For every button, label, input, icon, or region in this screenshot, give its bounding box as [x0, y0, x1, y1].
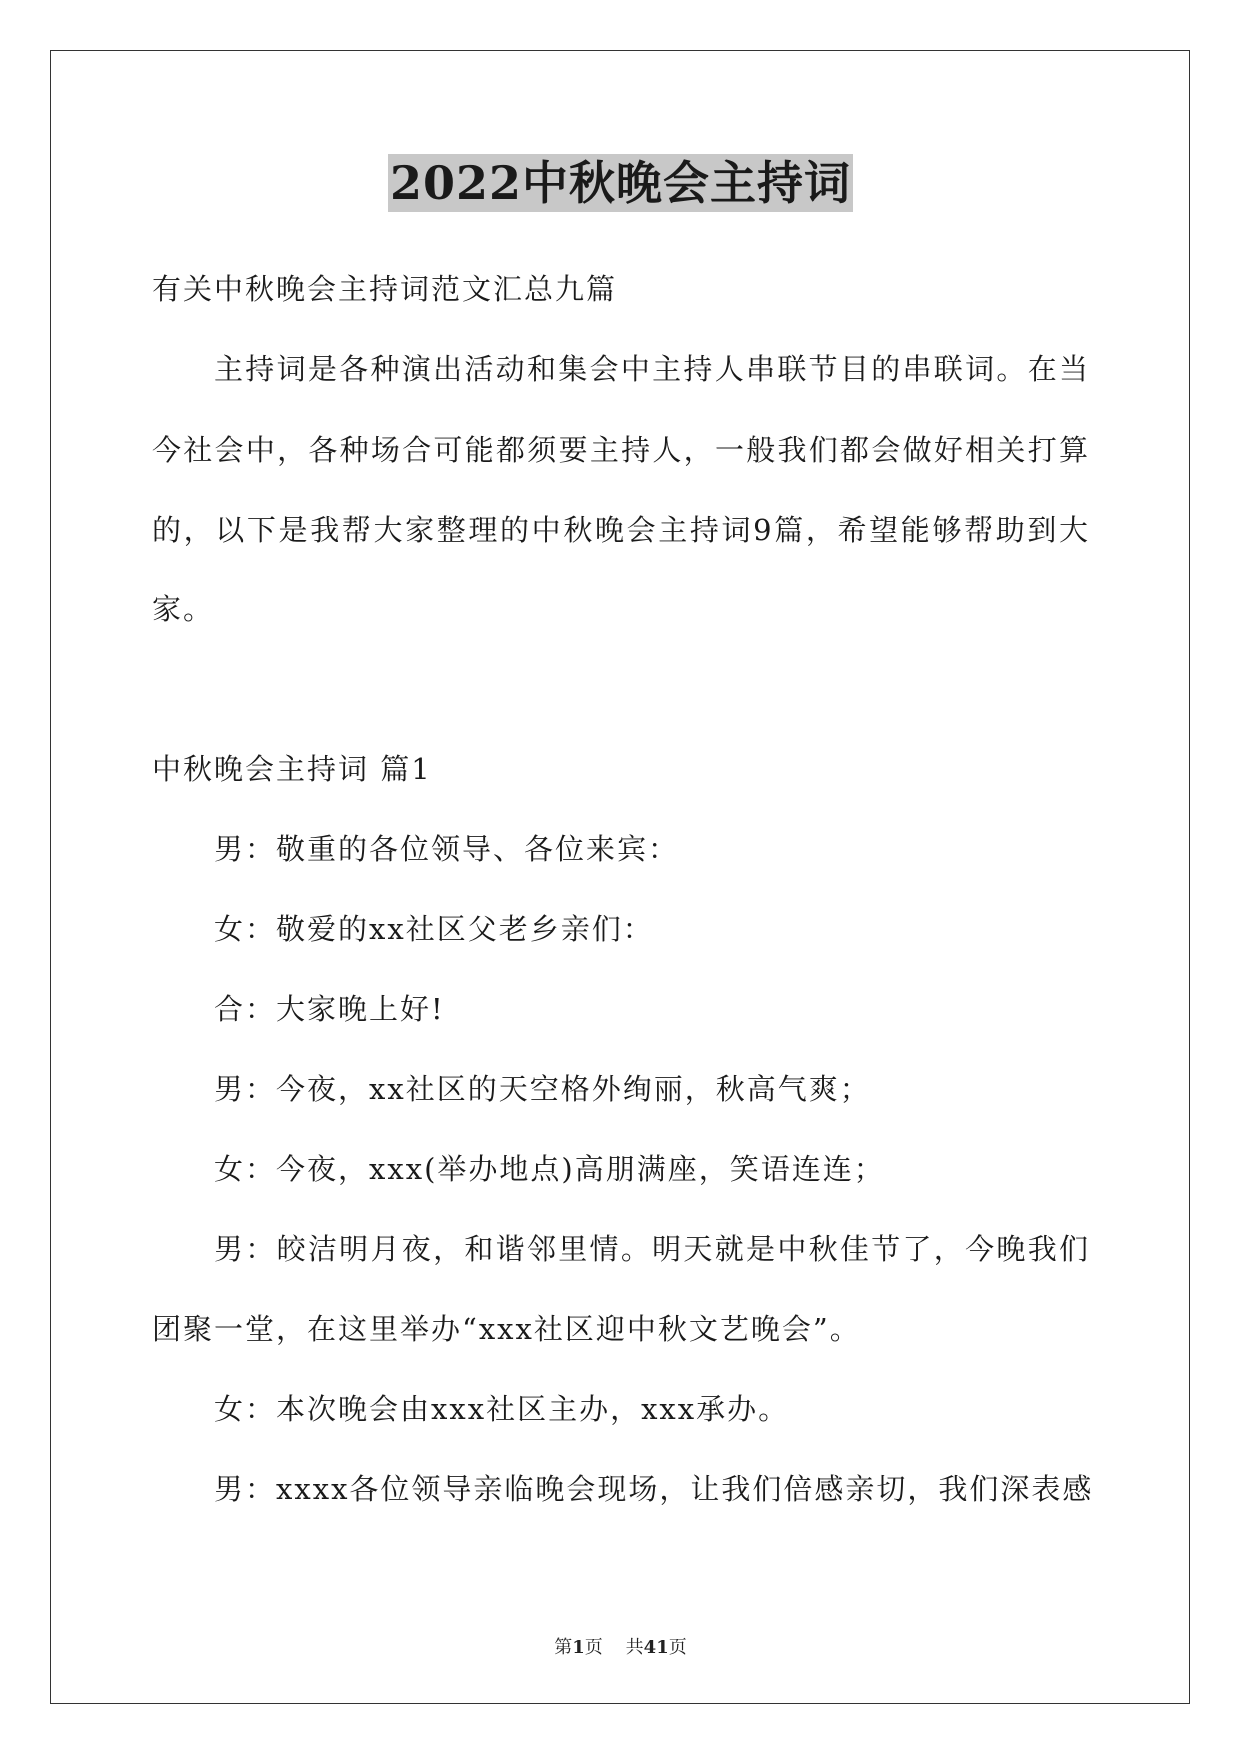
document-title: 2022中秋晚会主持词: [389, 156, 852, 210]
intro-line-1: 主持词是各种演出活动和集会中主持人串联节目的串联词。在当: [214, 352, 1090, 386]
body-line-6: 男：皎洁明月夜，和谐邻里情。明天就是中秋佳节了，今晚我们: [214, 1232, 1090, 1266]
page-footer: [0, 1633, 1241, 1659]
footer-prefix: 第: [554, 1637, 573, 1658]
body-line-5: 女：今夜，xxx(举办地点)高朋满座，笑语连连；: [214, 1152, 885, 1186]
section-heading: 中秋晚会主持词 篇1: [152, 752, 432, 786]
footer-page-suffix: 页: [584, 1637, 603, 1658]
body-line-9: 男：xxxx各位领导亲临晚会现场，让我们倍感亲切，我们深表感: [214, 1472, 1094, 1506]
footer-total-pages: 41: [643, 1637, 669, 1658]
intro-line-2: 今社会中，各种场合可能都须要主持人，一般我们都会做好相关打算: [152, 433, 1090, 467]
body-line-2: 女：敬爱的xx社区父老乡亲们：: [214, 912, 654, 946]
body-line-8: 女：本次晚会由xxx社区主办，xxx承办。: [214, 1392, 790, 1426]
footer-page-number: 1: [572, 1637, 585, 1658]
body-line-1: 男：敬重的各位领导、各位来宾：: [214, 832, 680, 866]
intro-line-4: 家。: [152, 592, 215, 626]
document-subtitle: 有关中秋晚会主持词范文汇总九篇: [152, 272, 618, 306]
footer-total-suffix: 页: [668, 1637, 687, 1658]
body-line-7: 团聚一堂，在这里举办“xxx社区迎中秋文艺晚会”。: [152, 1312, 861, 1346]
body-line-3: 合：大家晚上好!: [214, 992, 445, 1026]
title-container: [0, 154, 1241, 212]
body-line-4: 男：今夜，xx社区的天空格外绚丽，秋高气爽；: [214, 1072, 871, 1106]
footer-total-prefix: 共: [625, 1637, 644, 1658]
intro-line-3: 的，以下是我帮大家整理的中秋晚会主持词9篇，希望能够帮助到大: [152, 513, 1090, 547]
